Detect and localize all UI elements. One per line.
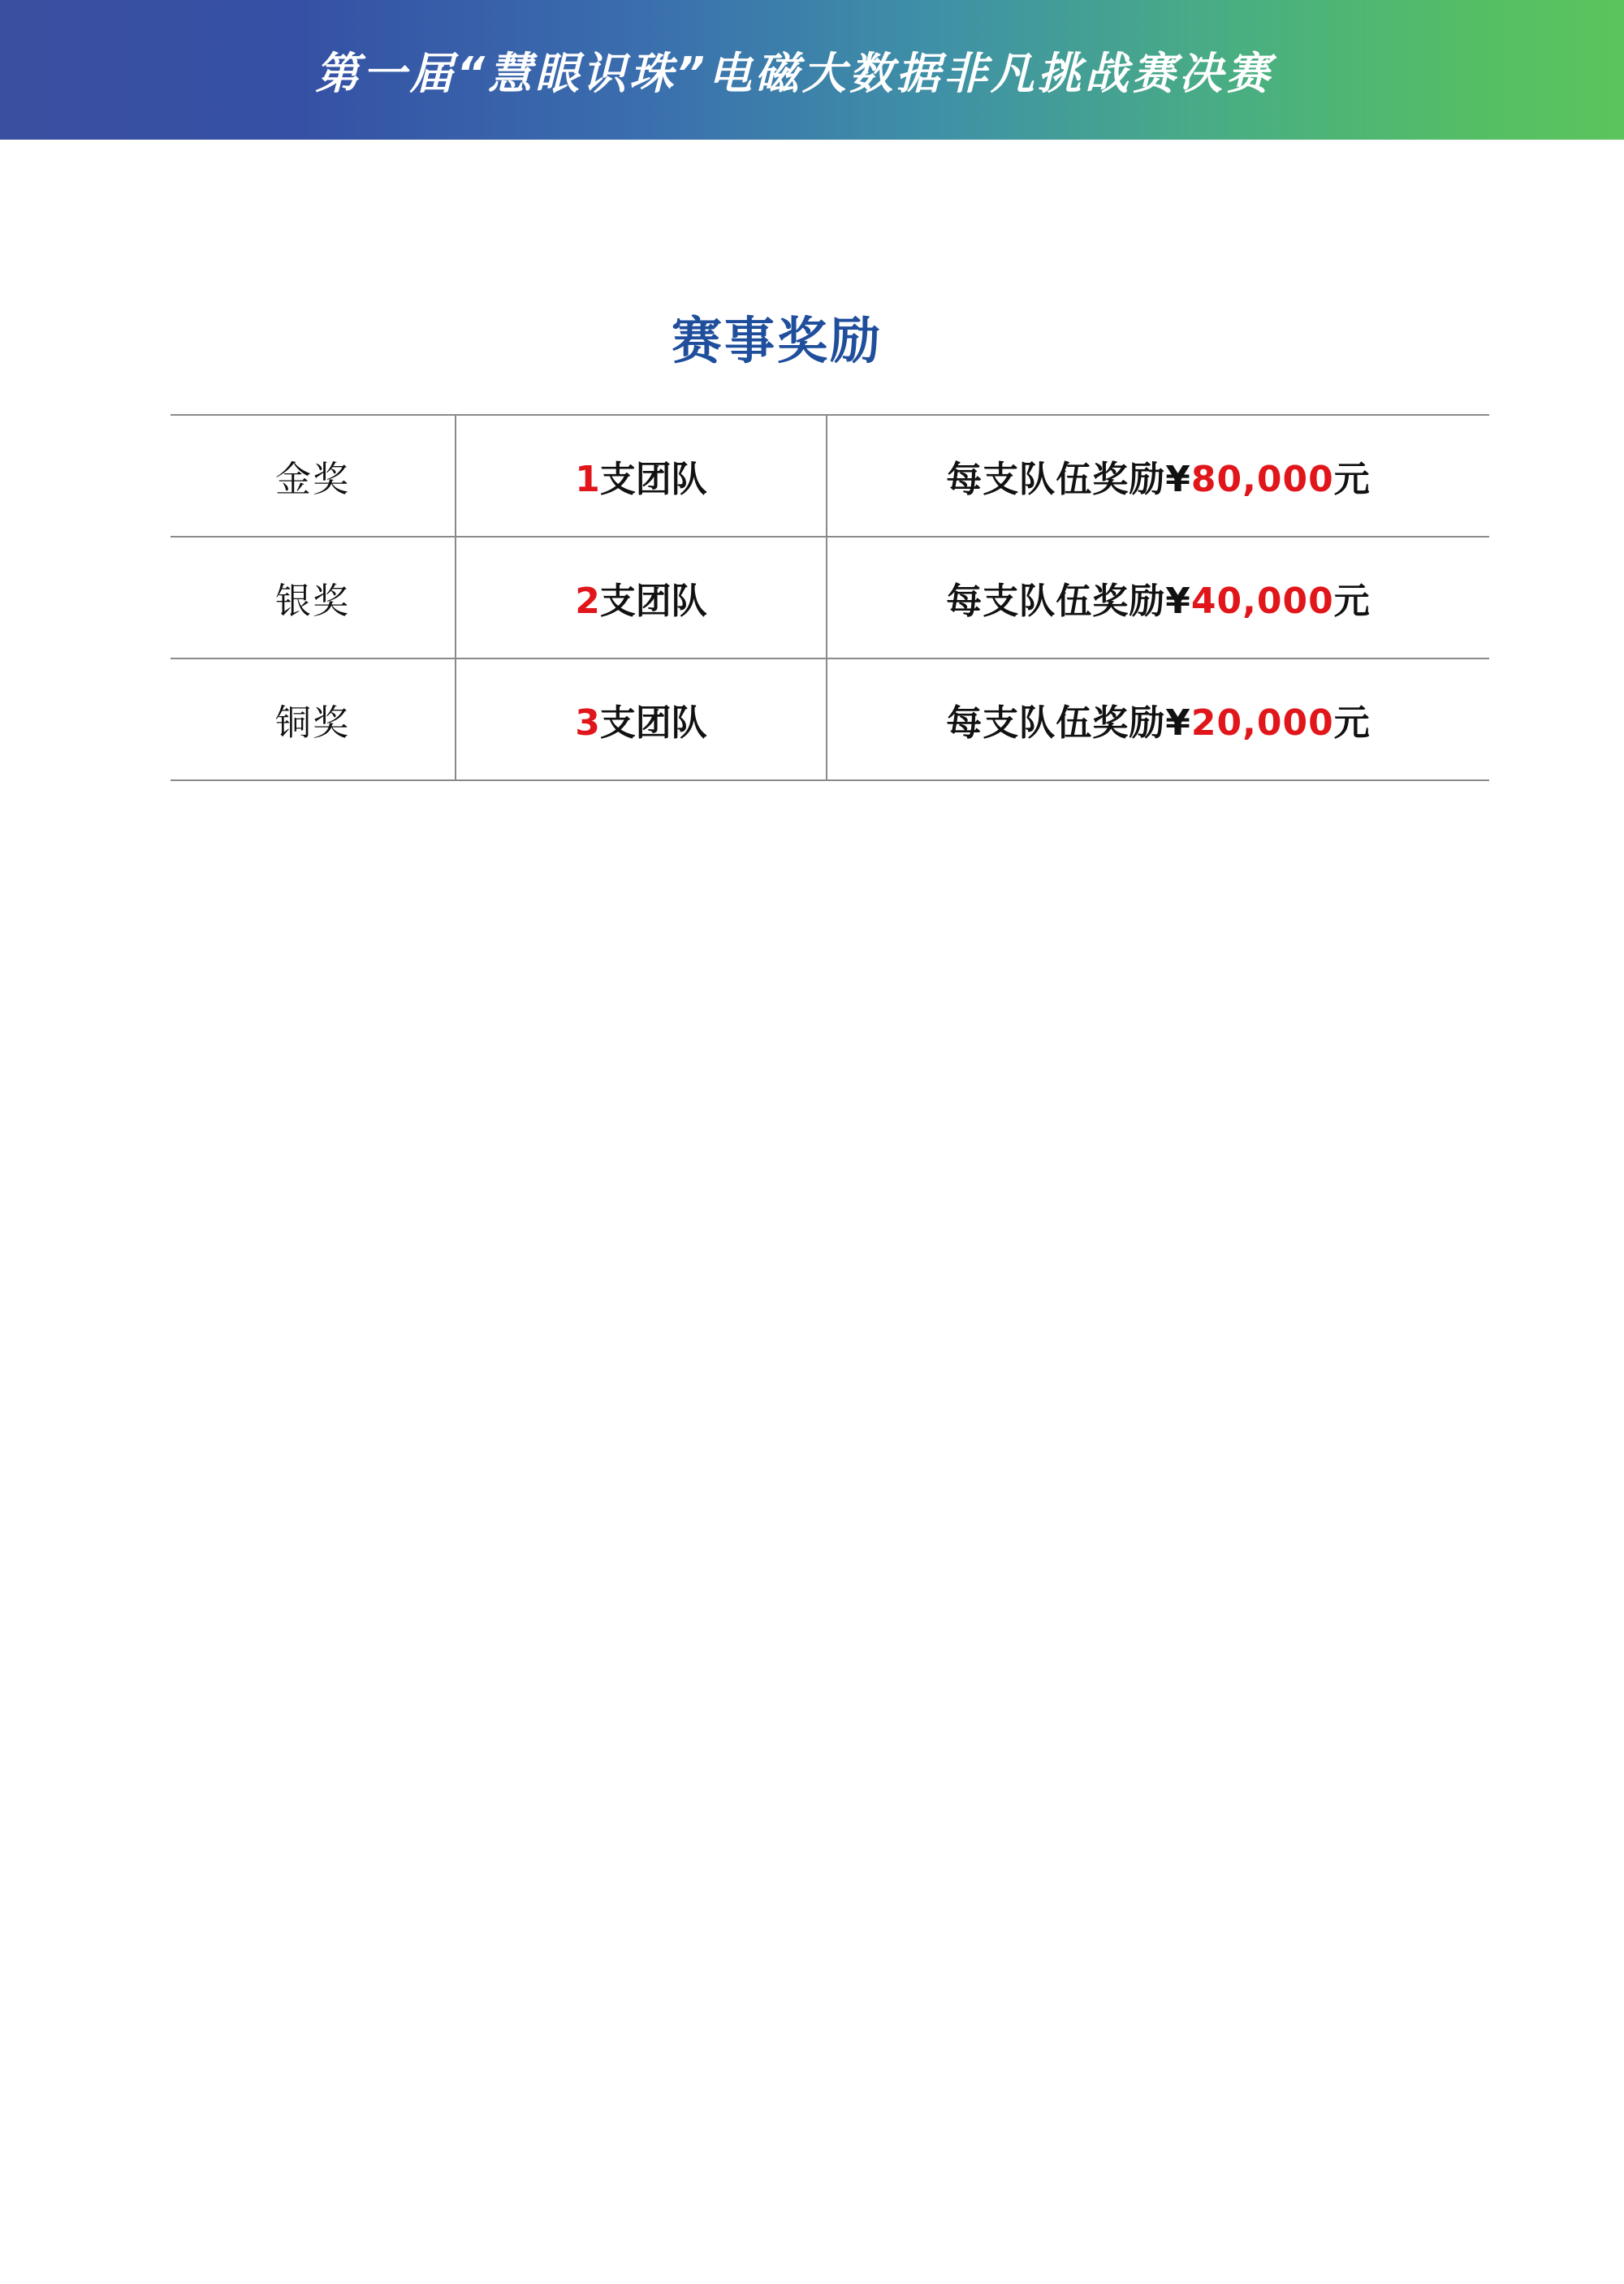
award-rank-cell [171, 658, 456, 780]
award-rank-label: 金奖 [275, 459, 350, 500]
banner-title: 第一届“慧眼识珠”电磁大数据非凡挑战赛决赛 [315, 47, 1273, 99]
award-prize-prefix: 每支队伍奖励¥ [946, 459, 1191, 500]
award-count-unit: 支团队 [599, 702, 707, 744]
award-prize-suffix: 元 [1333, 702, 1371, 744]
award-count-number: 1 [575, 459, 600, 500]
award-prize-amount: 20,000 [1190, 702, 1334, 744]
award-count-cell [456, 658, 827, 780]
table-row [171, 537, 1489, 658]
award-prize-amount: 80,000 [1190, 459, 1334, 500]
award-rank-cell [171, 415, 456, 537]
page-header-banner [0, 0, 1624, 140]
award-prize-suffix: 元 [1333, 581, 1371, 622]
award-rank-label: 银奖 [275, 581, 350, 622]
award-rank-label: 铜奖 [275, 702, 350, 744]
award-prize-cell [827, 415, 1489, 537]
table-row [171, 658, 1489, 780]
award-table [171, 414, 1489, 781]
award-prize-prefix: 每支队伍奖励¥ [946, 581, 1191, 622]
award-rank-cell [171, 537, 456, 658]
award-prize-suffix: 元 [1333, 459, 1371, 500]
award-count-unit: 支团队 [599, 581, 707, 622]
award-count-cell [456, 537, 827, 658]
award-count-number: 2 [575, 581, 600, 622]
award-table-container [171, 414, 1486, 781]
award-prize-prefix: 每支队伍奖励¥ [946, 702, 1191, 744]
award-count-number: 3 [575, 702, 600, 744]
award-count-cell [456, 415, 827, 537]
table-row [171, 415, 1489, 537]
award-prize-cell [827, 658, 1489, 780]
award-prize-amount: 40,000 [1190, 581, 1334, 622]
award-count-unit: 支团队 [599, 459, 707, 500]
section-title-award: 赛事奖励 [671, 311, 883, 370]
award-prize-cell [827, 537, 1489, 658]
